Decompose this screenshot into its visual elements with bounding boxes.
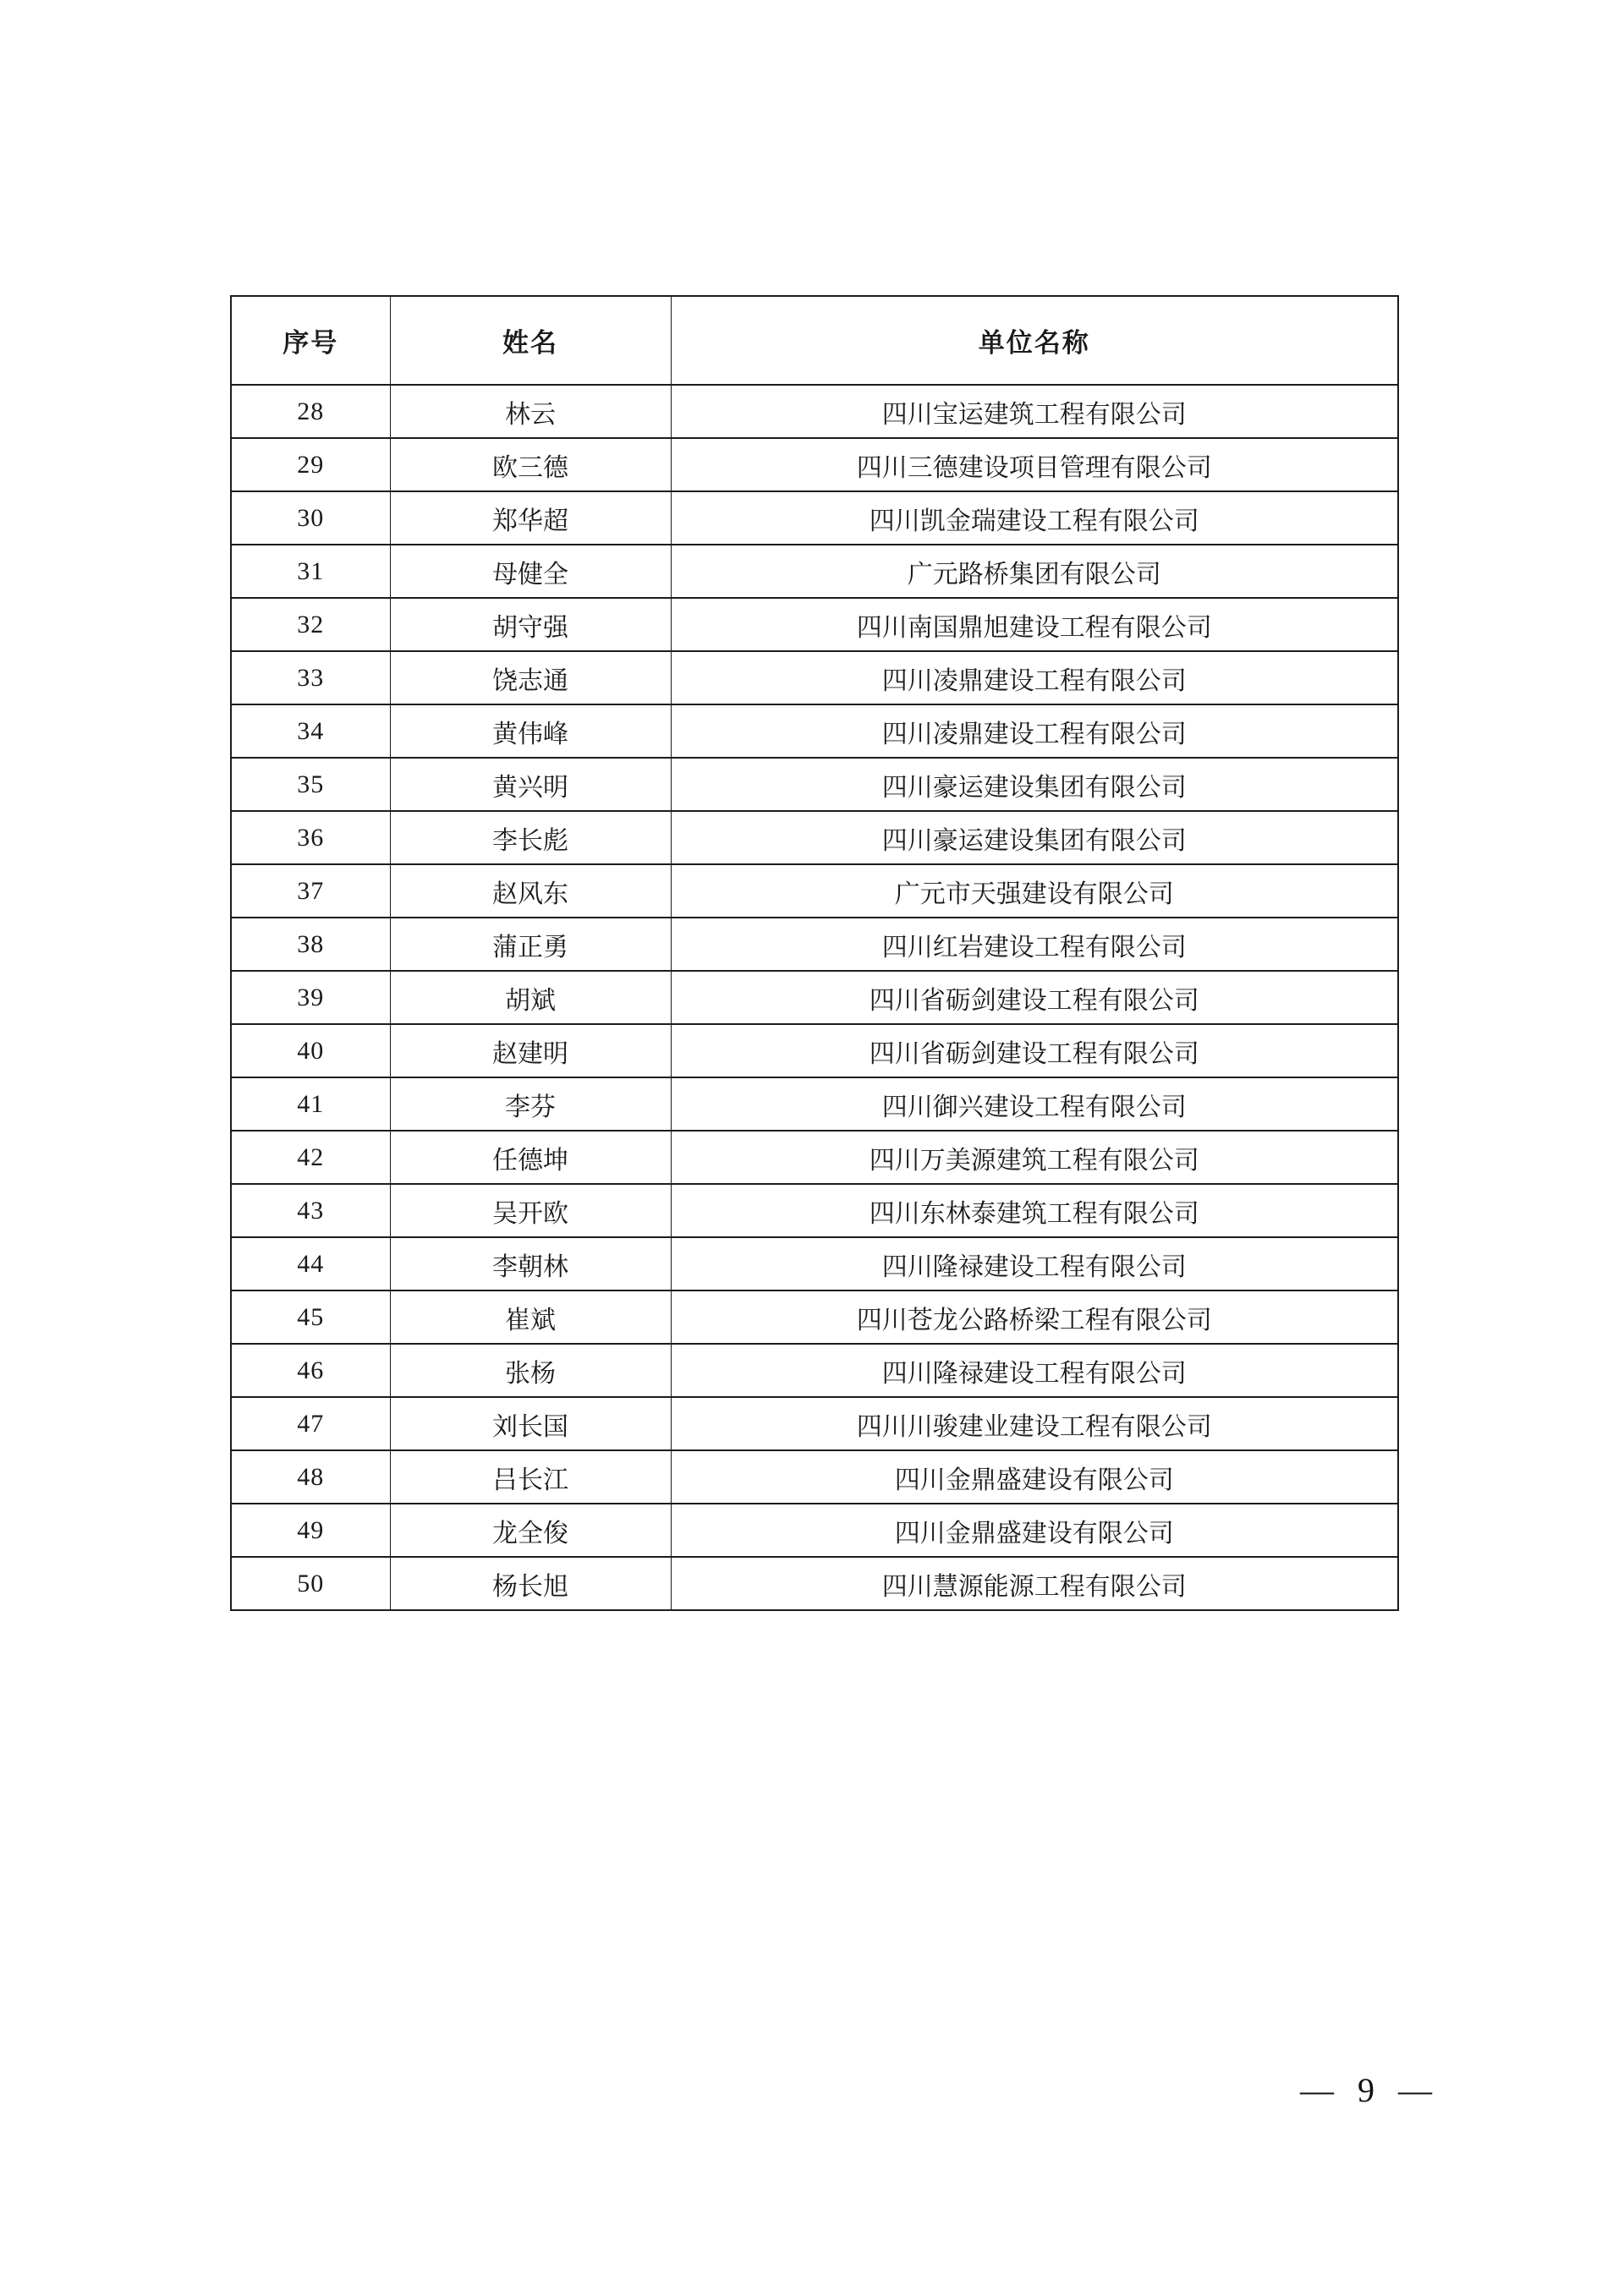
row-company-cell: 四川南国鼎旭建设工程有限公司 bbox=[671, 598, 1398, 651]
row-company-cell: 四川金鼎盛建设有限公司 bbox=[671, 1504, 1398, 1557]
row-number-cell: 39 bbox=[231, 971, 390, 1024]
row-company-cell: 四川凌鼎建设工程有限公司 bbox=[671, 651, 1398, 704]
row-number-cell: 47 bbox=[231, 1397, 390, 1450]
row-company-cell: 四川隆禄建设工程有限公司 bbox=[671, 1344, 1398, 1397]
table-row bbox=[231, 1344, 1398, 1397]
row-number-cell: 36 bbox=[231, 811, 390, 864]
row-number-cell: 42 bbox=[231, 1131, 390, 1184]
row-company-cell: 四川豪运建设集团有限公司 bbox=[671, 811, 1398, 864]
row-name-cell: 刘长国 bbox=[390, 1397, 671, 1450]
row-company-cell: 四川红岩建设工程有限公司 bbox=[671, 918, 1398, 971]
row-number-cell: 49 bbox=[231, 1504, 390, 1557]
table-row bbox=[231, 1077, 1398, 1131]
row-company-cell: 广元路桥集团有限公司 bbox=[671, 545, 1398, 598]
table-row bbox=[231, 1024, 1398, 1077]
row-number-cell: 32 bbox=[231, 598, 390, 651]
table-row bbox=[231, 704, 1398, 758]
row-name-cell: 杨长旭 bbox=[390, 1557, 671, 1610]
table-row bbox=[231, 1131, 1398, 1184]
row-number-cell: 31 bbox=[231, 545, 390, 598]
table-row bbox=[231, 651, 1398, 704]
row-name-cell: 林云 bbox=[390, 385, 671, 438]
row-company-cell: 四川凯金瑞建设工程有限公司 bbox=[671, 491, 1398, 545]
row-name-cell: 黄兴明 bbox=[390, 758, 671, 811]
row-number-cell: 50 bbox=[231, 1557, 390, 1610]
row-company-cell: 四川三德建设项目管理有限公司 bbox=[671, 438, 1398, 491]
table-row bbox=[231, 971, 1398, 1024]
row-name-cell: 饶志通 bbox=[390, 651, 671, 704]
row-number-cell: 34 bbox=[231, 704, 390, 758]
row-number-cell: 43 bbox=[231, 1184, 390, 1237]
row-company-cell: 四川万美源建筑工程有限公司 bbox=[671, 1131, 1398, 1184]
row-name-cell: 郑华超 bbox=[390, 491, 671, 545]
table-row bbox=[231, 918, 1398, 971]
table-row bbox=[231, 1557, 1398, 1610]
header-cell-number: 序号 bbox=[231, 296, 390, 385]
row-number-cell: 46 bbox=[231, 1344, 390, 1397]
table-row bbox=[231, 1184, 1398, 1237]
table-row bbox=[231, 1237, 1398, 1290]
row-number-cell: 44 bbox=[231, 1237, 390, 1290]
table-row bbox=[231, 864, 1398, 918]
table-row bbox=[231, 811, 1398, 864]
row-company-cell: 四川豪运建设集团有限公司 bbox=[671, 758, 1398, 811]
roster-table bbox=[230, 295, 1399, 1611]
row-company-cell: 四川宝运建筑工程有限公司 bbox=[671, 385, 1398, 438]
row-name-cell: 母健全 bbox=[390, 545, 671, 598]
table-row bbox=[231, 1397, 1398, 1450]
row-company-cell: 四川凌鼎建设工程有限公司 bbox=[671, 704, 1398, 758]
row-number-cell: 40 bbox=[231, 1024, 390, 1077]
table-row bbox=[231, 385, 1398, 438]
row-number-cell: 41 bbox=[231, 1077, 390, 1131]
row-number-cell: 30 bbox=[231, 491, 390, 545]
table-row bbox=[231, 491, 1398, 545]
table-row bbox=[231, 1290, 1398, 1344]
row-name-cell: 赵建明 bbox=[390, 1024, 671, 1077]
row-name-cell: 吕长江 bbox=[390, 1450, 671, 1504]
table-row bbox=[231, 438, 1398, 491]
row-name-cell: 龙全俊 bbox=[390, 1504, 671, 1557]
row-company-cell: 四川慧源能源工程有限公司 bbox=[671, 1557, 1398, 1610]
row-name-cell: 张杨 bbox=[390, 1344, 671, 1397]
row-name-cell: 吴开欧 bbox=[390, 1184, 671, 1237]
row-number-cell: 35 bbox=[231, 758, 390, 811]
row-company-cell: 四川隆禄建设工程有限公司 bbox=[671, 1237, 1398, 1290]
row-name-cell: 任德坤 bbox=[390, 1131, 671, 1184]
row-number-cell: 37 bbox=[231, 864, 390, 918]
row-number-cell: 45 bbox=[231, 1290, 390, 1344]
row-name-cell: 黄伟峰 bbox=[390, 704, 671, 758]
row-name-cell: 李长彪 bbox=[390, 811, 671, 864]
row-name-cell: 李朝林 bbox=[390, 1237, 671, 1290]
row-company-cell: 四川金鼎盛建设有限公司 bbox=[671, 1450, 1398, 1504]
row-company-cell: 广元市天强建设有限公司 bbox=[671, 864, 1398, 918]
table-row bbox=[231, 758, 1398, 811]
row-number-cell: 33 bbox=[231, 651, 390, 704]
row-company-cell: 四川省砺剑建设工程有限公司 bbox=[671, 971, 1398, 1024]
row-company-cell: 四川御兴建设工程有限公司 bbox=[671, 1077, 1398, 1131]
row-name-cell: 李芬 bbox=[390, 1077, 671, 1131]
row-name-cell: 胡守强 bbox=[390, 598, 671, 651]
row-number-cell: 29 bbox=[231, 438, 390, 491]
page-number: — 9 — bbox=[1300, 2071, 1432, 2109]
row-name-cell: 赵风东 bbox=[390, 864, 671, 918]
row-company-cell: 四川东林泰建筑工程有限公司 bbox=[671, 1184, 1398, 1237]
row-name-cell: 欧三德 bbox=[390, 438, 671, 491]
row-name-cell: 胡斌 bbox=[390, 971, 671, 1024]
header-cell-name: 姓名 bbox=[390, 296, 671, 385]
table-row bbox=[231, 598, 1398, 651]
row-number-cell: 48 bbox=[231, 1450, 390, 1504]
row-company-cell: 四川川骏建业建设工程有限公司 bbox=[671, 1397, 1398, 1450]
table-row bbox=[231, 1450, 1398, 1504]
row-number-cell: 28 bbox=[231, 385, 390, 438]
row-name-cell: 崔斌 bbox=[390, 1290, 671, 1344]
table-row bbox=[231, 1504, 1398, 1557]
row-name-cell: 蒲正勇 bbox=[390, 918, 671, 971]
row-number-cell: 38 bbox=[231, 918, 390, 971]
table-header-row bbox=[231, 296, 1398, 385]
row-company-cell: 四川苍龙公路桥梁工程有限公司 bbox=[671, 1290, 1398, 1344]
header-cell-company: 单位名称 bbox=[671, 296, 1398, 385]
row-company-cell: 四川省砺剑建设工程有限公司 bbox=[671, 1024, 1398, 1077]
table-row bbox=[231, 545, 1398, 598]
